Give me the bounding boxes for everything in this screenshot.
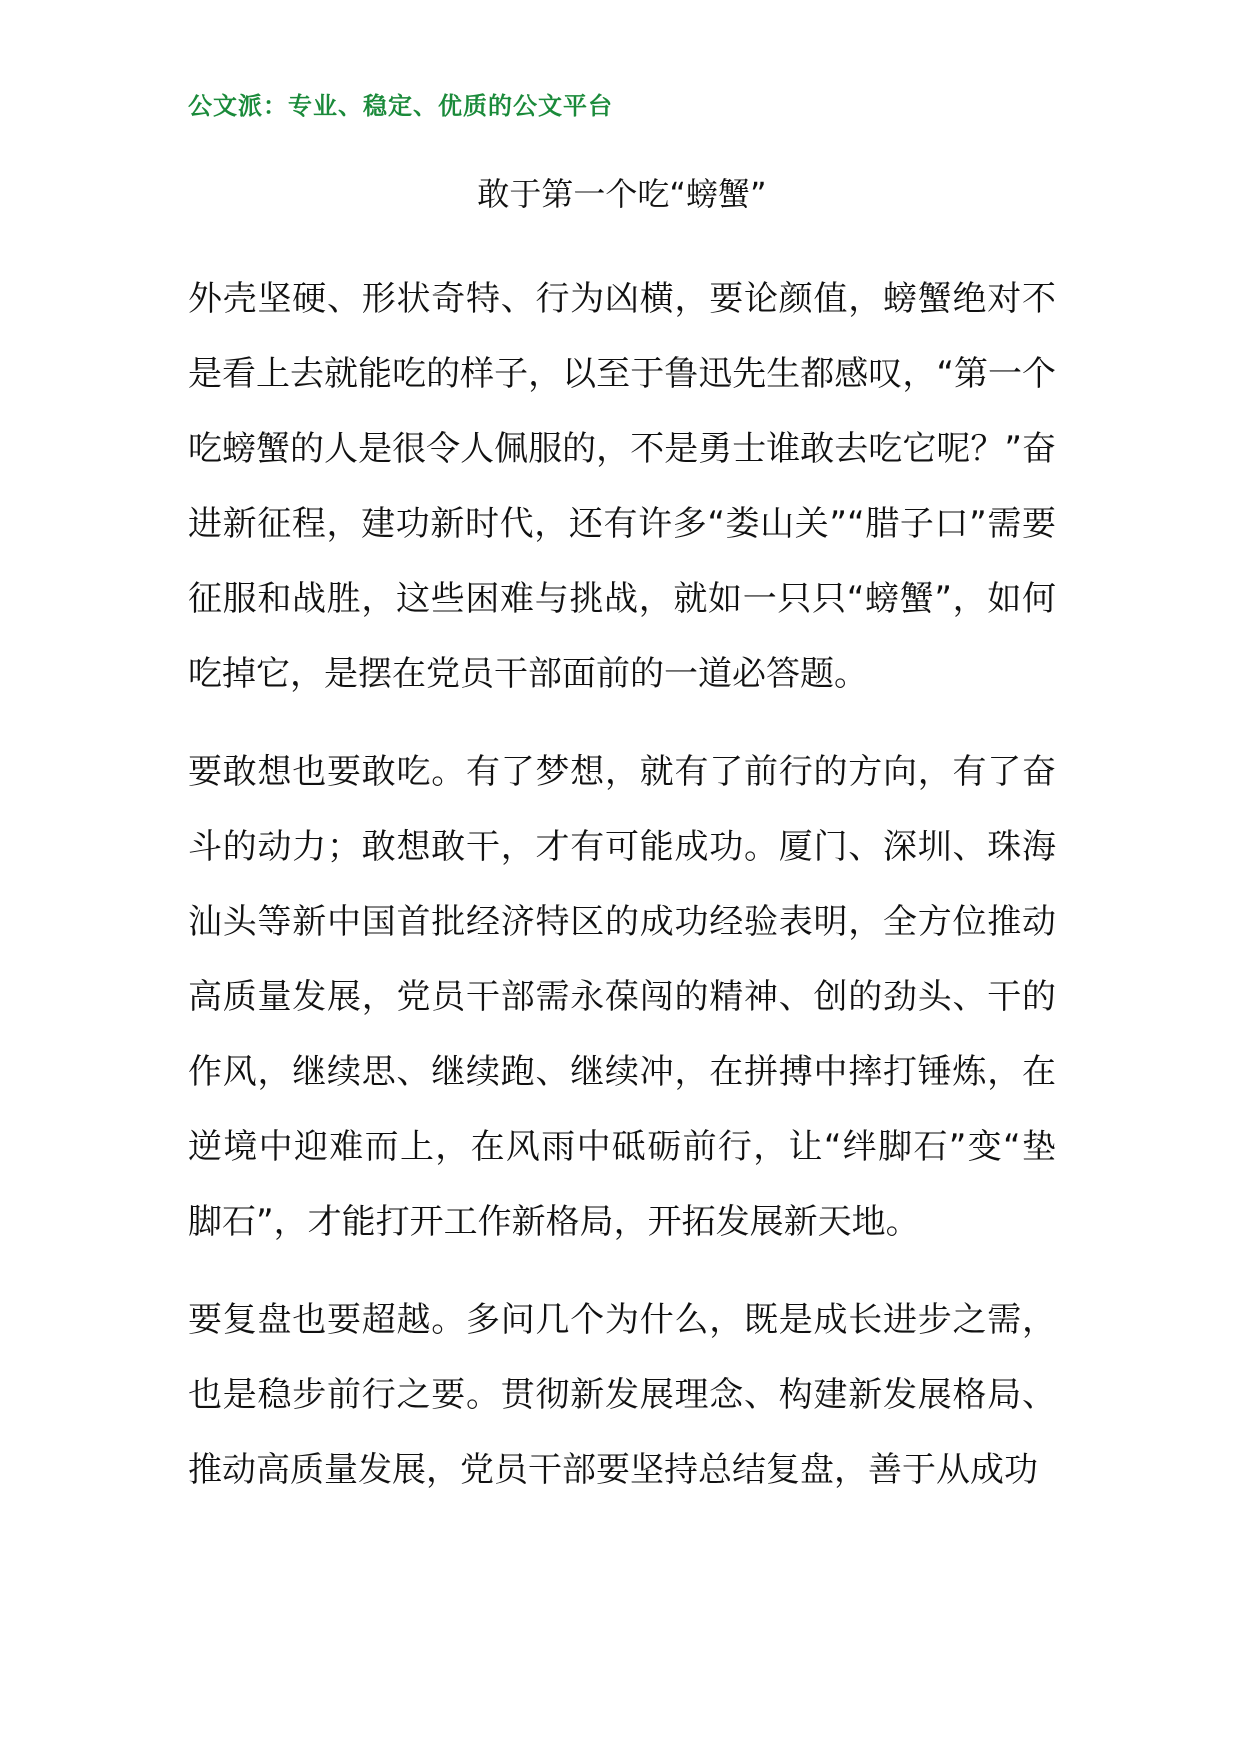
document-body <box>188 262 1056 1531</box>
header-brand: 公文派：专业、稳定、优质的公文平台 <box>188 92 613 120</box>
paragraph-3: 要复盘也要超越。多问几个为什么，既是成长进步之需，也是稳步前行之要。贯彻新发展理念、构建新发展格局、推动高质量发展，党员干部要坚持总结复盘，善于从成功 <box>188 1300 1056 1490</box>
document-title: 敢于第一个吃“螃蟹” <box>477 175 767 213</box>
paragraph-1: 外壳坚硬、形状奇特、行为凶横，要论颜值，螃蟹绝对不是看上去就能吃的样子，以至于鲁迅先生都感叹，“第一个吃螃蟹的人是很令人佩服的，不是勇士谁敢去吃它呢？”奋进新征程，建功新时代，还有许多“娄山关”“腊子口”需要征服和战胜，这些困难与挑战，就如一只只“螃蟹”，如何吃掉它，是摆在党员干部面前的一道必答题。 <box>188 279 1056 694</box>
paragraph-2: 要敢想也要敢吃。有了梦想，就有了前行的方向，有了奋斗的动力；敢想敢干，才有可能成功。厦门、深圳、珠海汕头等新中国首批经济特区的成功经验表明，全方位推动高质量发展，党员干部需永葆闯的精神、创的劲头、干的作风，继续思、继续跑、继续冲，在拼搏中摔打锤炼，在逆境中迎难而上，在风雨中砥砺前行，让“绊脚石”变“垫脚石”，才能打开工作新格局，开拓发展新天地。 <box>188 752 1056 1242</box>
